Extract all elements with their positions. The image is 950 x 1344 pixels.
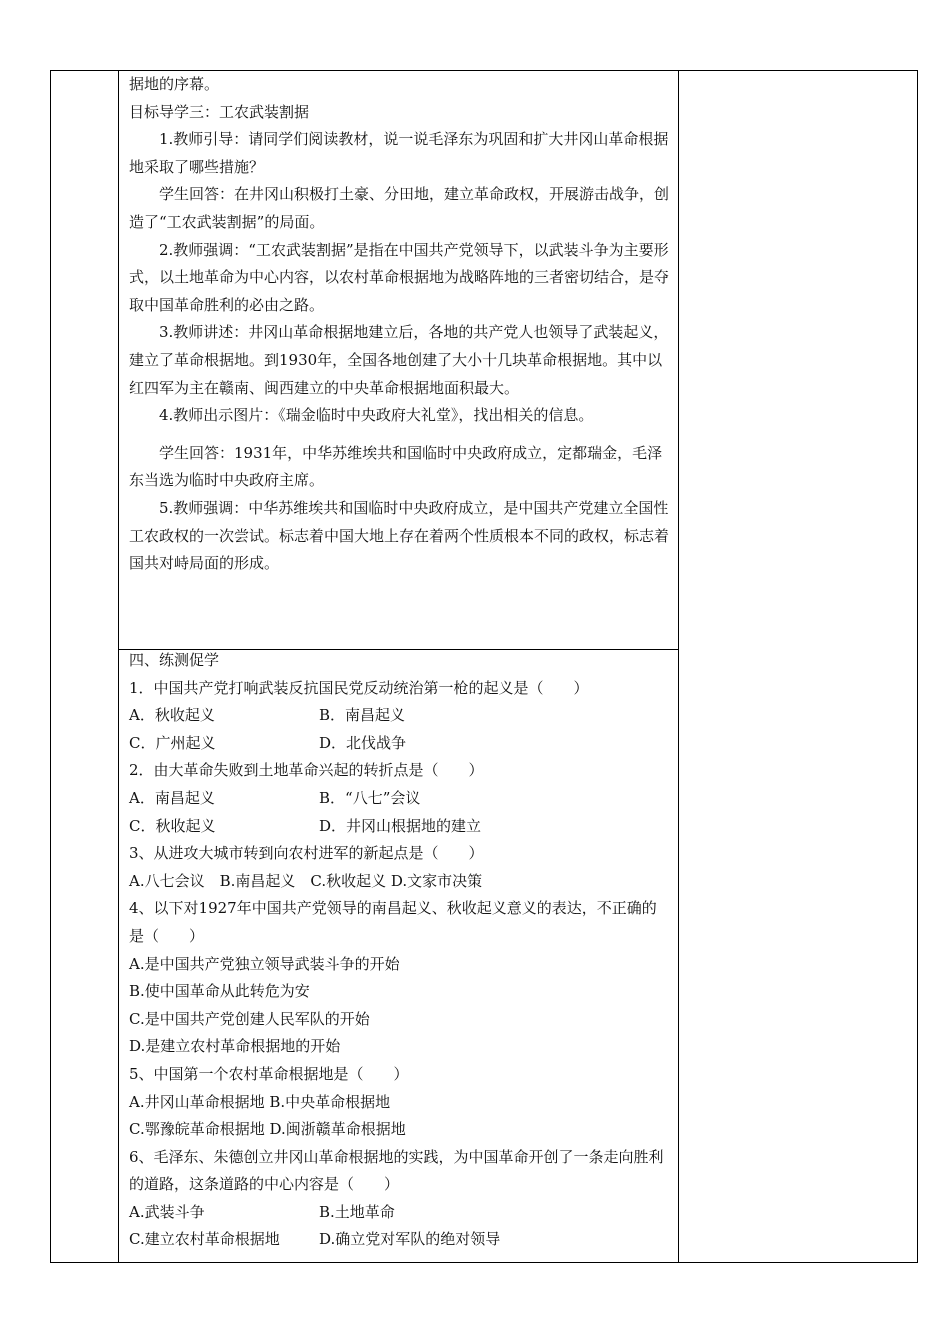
options-row	[129, 813, 671, 841]
paragraph: 2.教师强调：“工农武装割据”是指在中国共产党领导下，以武装斗争为主要形式，以土地革命为中心内容，以农村革命根据地为战略阵地的三者密切结合，是夺取中国革命胜利的必由之路。	[129, 240, 670, 314]
option: D.确立党对军队的绝对领导	[319, 1230, 501, 1249]
options-line: A.八七会议 B.南昌起义 C.秋收起义 D.文家市决策	[129, 871, 483, 890]
options-row	[129, 1226, 671, 1254]
paragraph: 1.教师引导：请同学们阅读教材，说一说毛泽东为巩固和扩大井冈山革命根据地采取了哪些措施？	[129, 130, 669, 176]
option: C.是中国共产党创建人民军队的开始	[129, 1009, 370, 1028]
option: D．井冈山根据地的建立	[319, 816, 482, 835]
options-row	[129, 1199, 671, 1227]
options-line: A.井冈山革命根据地 B.中央革命根据地	[129, 1092, 391, 1111]
options-line: C.鄂豫皖革命根据地 D.闽浙赣革命根据地	[129, 1120, 406, 1139]
option: D．北伐战争	[319, 733, 407, 752]
paragraph: 学生回答：在井冈山积极打土豪、分田地，建立革命政权，开展游击战争，创造了“工农武装割据”的局面。	[129, 185, 670, 231]
paragraph: 3.教师讲述：井冈山革命根据地建立后，各地的共产党人也领导了武装起义，建立了革命根据地。到1930年，全国各地创建了大小十几块革命根据地。其中以红四军为主在赣南、闽西建立的中央革命根据地面积最大。	[129, 323, 669, 397]
question-stem: 1．中国共产党打响武装反抗国民党反动统治第一枪的起义是（ ）	[129, 678, 589, 697]
option: A.是中国共产党独立领导武装斗争的开始	[129, 954, 400, 973]
option: A.武装斗争	[129, 1202, 205, 1221]
option: C.建立农村革命根据地	[129, 1230, 280, 1249]
lesson-table	[50, 70, 918, 1263]
options-row	[129, 702, 671, 730]
paragraph: 学生回答：1931年，中华苏维埃共和国临时中央政府成立，定都瑞金，毛泽东当选为临时中央政府主席。	[129, 443, 663, 490]
option: A．南昌起义	[129, 788, 215, 807]
option: B.土地革命	[319, 1202, 395, 1221]
option: B.使中国革命从此转危为安	[129, 982, 310, 1001]
paragraph: 5.教师强调：中华苏维埃共和国临时中央政府成立，是中国共产党建立全国性工农政权的一次尝试。标志着中国大地上存在着两个性质根本不同的政权，标志着国共对峙局面的形成。	[129, 498, 670, 573]
options-row	[129, 730, 671, 758]
option: C．广州起义	[129, 733, 216, 752]
option: B．南昌起义	[319, 706, 406, 725]
option: B．“八七”会议	[319, 788, 421, 807]
question-stem: 2．由大革命失败到土地革命兴起的转折点是（ ）	[129, 761, 484, 780]
option: D.是建立农村革命根据地的开始	[129, 1037, 341, 1056]
table-column-divider-right	[678, 71, 679, 1262]
continuation-text: 据地的序幕。	[129, 75, 220, 93]
section-title: 目标导学三：工农武装割据	[129, 102, 310, 121]
paragraph: 4.教师出示图片：《瑞金临时中央政府大礼堂》，找出相关的信息。	[159, 406, 594, 425]
table-column-divider-left	[118, 71, 119, 1262]
option: C．秋收起义	[129, 816, 216, 835]
exercise-cell	[129, 647, 671, 1254]
section-title: 四、练测促学	[129, 651, 220, 669]
question-stem: 4、以下对1927年中国共产党领导的南昌起义、秋收起义意义的表达，不正确的是（ ）	[129, 899, 657, 945]
question-stem: 5、中国第一个农村革命根据地是（ ）	[129, 1064, 409, 1083]
teaching-content-cell	[129, 71, 671, 578]
options-row	[129, 785, 671, 813]
option: A．秋收起义	[129, 706, 215, 725]
question-stem: 6、毛泽东、朱德创立井冈山革命根据地的实践，为中国革命开创了一条走向胜利的道路，这条道路的中心内容是（ ）	[129, 1147, 664, 1194]
question-stem: 3、从进攻大城市转到向农村进军的新起点是（ ）	[129, 844, 484, 863]
